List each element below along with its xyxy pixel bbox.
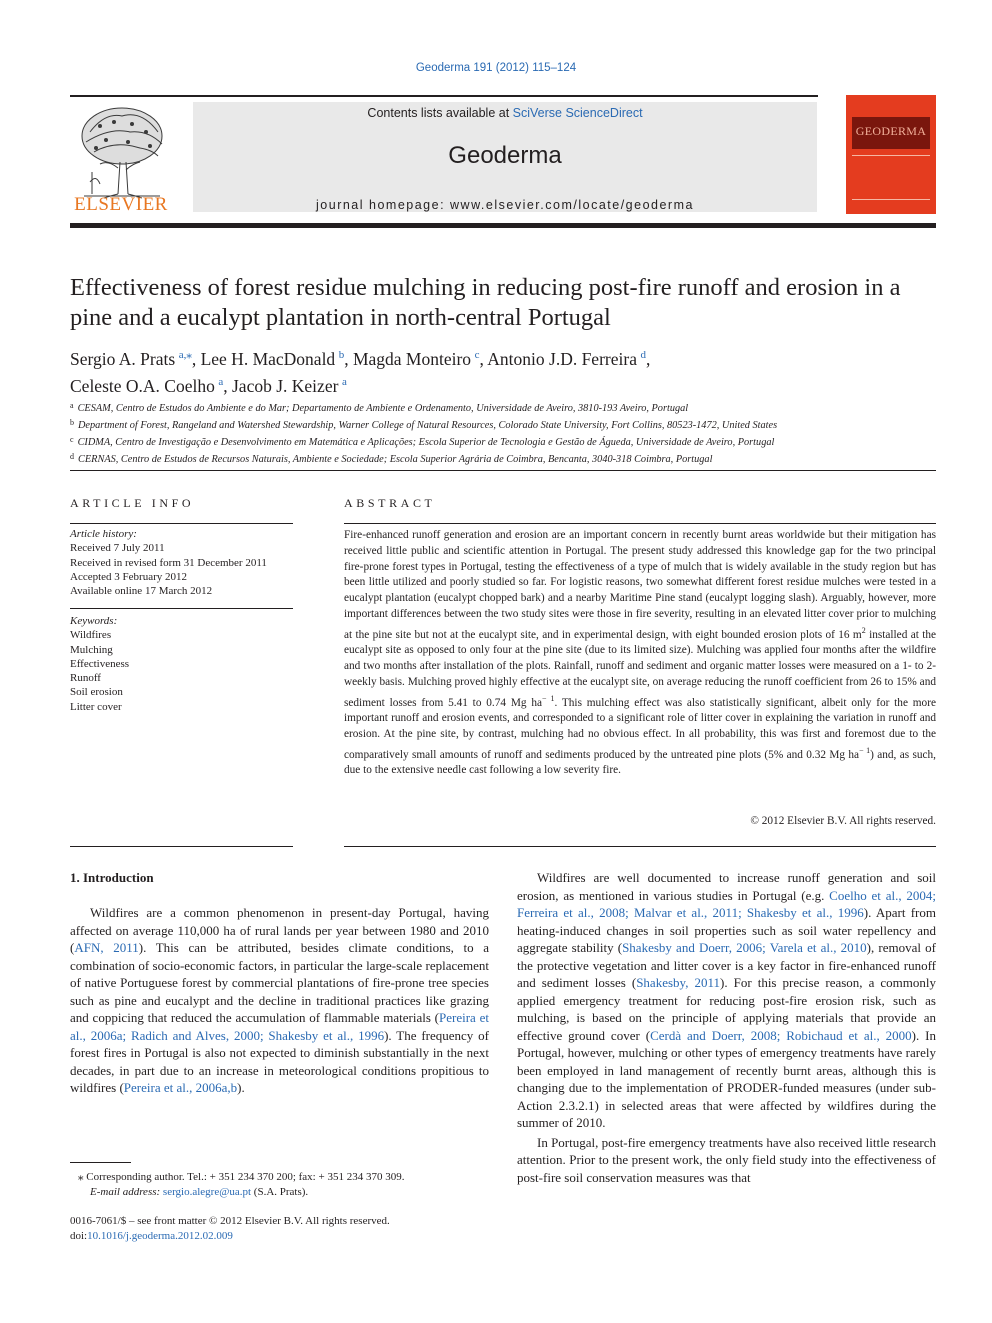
cover-line [852,155,930,156]
history-item: Available online 17 March 2012 [70,585,213,598]
author-affiliation-sup[interactable]: a [218,375,224,388]
copyright-notice: © 2012 Elsevier B.V. All rights reserved. [750,815,936,827]
abstract-heading: ABSTRACT [344,496,436,510]
elsevier-logo [70,102,172,214]
keywords-label: Keywords: [70,615,118,627]
footnote [70,1170,489,1200]
author-affiliation-sup[interactable]: c [474,349,480,361]
author-affiliation-sup[interactable]: d [640,349,646,361]
history-item: Accepted 3 February 2012 [70,570,187,583]
citation-link[interactable]: Pereira et al., 2006a; Radich and Alves, 2000; Shakesby et al., 1996 [70,1010,489,1043]
history-item: Received in revised form 31 December 2011 [70,556,267,569]
paragraph: Wildfires are a common phenomenon in present-day Portugal, having affected on average 110,000 ha of rural lands per year between 1980 and 2010 (AFN, 2011). This can be attributed, besides climate conditions, to a combination of socio-economic factors, in particular the large-scale replacement of native Portuguese forest by commercial plantations of fire-prone tree species such as pine and eucalypt and the decline in traditional practices like grazing and coppicing that reduced the accumulation of flammable materials (Pereira et al., 2006a; Radich and Alves, 2000; Shakesby et al., 1996). The frequency of forest fires in Portugal is also not expected to diminish substantially in the next decades, in part due to an increase in meteorological conditions propitious to wildfires (Pereira et al., 2006a,b). [70,905,490,1095]
body-column-right [517,869,936,1186]
author-affiliation-sup[interactable]: a,⁎ [178,349,192,361]
divider [344,846,936,847]
paragraph: Wildfires are well documented to increase runoff generation and soil erosion, as mentioned in various studies in Portugal (e.g. Coelho et al., 2004; Ferreira et al., 2008; Malvar et al., 2011; Shakesby et al., 1996). Apart from heating-induced changes in soil properties such as soil water repellency and aggregate stability (Shakesby and Doerr, 2006; Varela et al., 2010), removal of the protective vegetation and litter cover is a key factor in fire-enhanced runoff and sediment losses (Shakesby, 2011). For this precise reason, a commonly applied emergency treatment for reducing post-fire erosion risk, such as mulching, is based on the principle of applying materials that provide an effective ground cover (Cerdà and Doerr, 2008; Robichaud et al., 2000). In Portugal, however, mulching or other types of emergency treatments have rarely been employed in land management of recently burnt areas, although this is changing due to the implementation of PRODER-funded measures (under sub-Action 2.3.2.1) in selected areas that were affected by wildfires during the summer of 2010. [517,870,936,1130]
journal-name: Geoderma [448,142,562,169]
masthead-bottom-rule [70,223,936,228]
contents-line [193,106,817,120]
citation-link[interactable]: Coelho et al., 2004; Ferreira et al., 2008; Malvar et al., 2011; Shakesby et al., 1996 [517,887,936,920]
cover-line [852,199,930,200]
article-history [70,527,295,598]
masthead-top-rule [70,95,818,97]
introduction-heading: 1. Introduction [70,870,154,885]
affiliation: $^c$ CIDMA, Centro de Investigação e Desenvolvimento em Matemática e Aplicações; Escola Superior de Tecnologia e Gestão de Águeda, Universidade de Aveiro, Portugal [70,435,775,448]
divider [70,523,293,524]
doi-line: doi:10.1016/j.geoderma.2012.02.009 [70,1230,233,1242]
history-item: Received 7 July 2011 [70,542,165,555]
author-affiliation-sup[interactable]: a [341,375,347,388]
keyword: Runoff [70,672,101,685]
author-affiliation-sup[interactable]: b [338,349,345,361]
divider [70,608,293,609]
contents-prefix: Contents lists available at [367,106,513,120]
author-list: Sergio A. Prats $^{a,⁎}$, Lee H. MacDonald $^b$, Magda Monteiro $^c$, Antonio J.D. Ferreira $^d$, Celeste O.A. Coelho $^a$, Jacob J. Keizer $^a$ [70,348,651,396]
article-info-heading: ARTICLE INFO [70,496,195,510]
keyword: Litter cover [70,700,122,713]
citation-link[interactable]: Cerdà and Doerr, 2008; Robichaud et al., 2000 [650,1027,912,1043]
citation-link[interactable]: Pereira et al., 2006a,b [123,1080,238,1095]
article-title: Effectiveness of forest residue mulching in reducing post-fire runoff and erosion in a pine and a eucalypt plantation in north-central Portugal [70,274,901,331]
paragraph: In Portugal, post-fire emergency treatments have also received little research attention. Prior to the present work, the only field study into the effectiveness of post-fire soil conservation measures was that [517,1134,936,1185]
keyword: Effectiveness [70,657,130,670]
cover-title-band [852,117,930,149]
affiliation-list [70,399,940,467]
journal-cover-thumbnail[interactable] [846,95,936,214]
email-line: E-mail address: sergio.alegre@ua.pt (S.A. Prats). [90,1186,309,1198]
doi-link[interactable]: 10.1016/j.geoderma.2012.02.009 [87,1230,233,1242]
body-column-left [70,904,489,1097]
corresponding-author-note: ⁎ Corresponding author. Tel.: + 351 234 370 200; fax: + 351 234 370 309. [78,1171,405,1183]
affiliation: $^d$ CERNAS, Centro de Estudos de Recursos Naturais, Ambiente e Sociedade; Escola Superior Agrária de Coimbra, Bencanta, 3040-318 Coimbra, Portugal [70,452,713,465]
citation-link[interactable]: AFN, 2011 [74,940,139,955]
divider [70,470,936,471]
author: Magda Monteiro [352,348,472,369]
author: Jacob J. Keizer [232,375,339,396]
citation-link[interactable]: Shakesby, 2011 [636,975,720,990]
keyword-list [70,614,295,714]
author: Sergio A. Prats [70,348,176,369]
cover-title: GEODERMA [855,124,927,138]
author: Antonio J.D. Ferreira [487,348,637,369]
issn-line: 0016-7061/$ – see front matter © 2012 Elsevier B.V. All rights reserved. [70,1215,390,1227]
affiliation: $^a$ CESAM, Centro de Estudos do Ambiente e do Mar; Departamento de Ambiente e Ordenamento, Universidade de Aveiro, 3810-193 Aveiro, Portugal [70,401,689,414]
front-matter [70,1214,489,1244]
email-link[interactable]: sergio.alegre@ua.pt [162,1186,252,1198]
divider [70,846,293,847]
history-label: Article history: [70,528,137,540]
author: Celeste O.A. Coelho [70,375,215,396]
citation-link[interactable]: Shakesby and Doerr, 2006; Varela et al., 2010 [622,940,867,955]
abstract-text: Fire-enhanced runoff generation and erosion are an important concern in recently burnt areas worldwide but their mitigation has received little public and scientific attention in Portugal. The present study addressed this knowledge gap for the two principal fire-prone forest types in Portugal, testing the effectiveness of a type of mulch that is widely available in the study region but has been little utilized and poorly studied so far. For logistic reasons, two somewhat different forest residue mulches were tested in a eucalypt plantation (eucalypt chopped bark) and a nearby Maritime Pine stand (eucalypt logging slash). Arguably, however, more important differences between the two study sites were those in fire severity, resulting in an elevated litter cover prior to mulching at the pine site but not at the eucalypt site, and in experimental design, with eight bounded erosion plots of 16 $m^2$ installed at the eucalypt site as opposed to only four at the pine site (due to its limited size). Mulching was applied four months after the wildfire and two months after installation of the plots. Rainfall, runoff and sediment and organic matter losses were measured on a 1- to 2-weekly basis. Mulching proved highly effective at the eucalypt site, on average reducing the runoff coefficient from 26 to 15% and sediment losses from 5.41 to 0.74 Mg $ha^{- 1}$. This mulching effect was also statistically significant, albeit only for the more important runoff and erosion events, and corresponded to a significant role of litter cover in explaining the variation in runoff and erosion. At the pine site, by contrast, mulching had no obvious effect. In all probability, this was first and foremost due to the comparatively small amounts of runoff and sediments produced by the untreated pine plots (5% and 0.32 Mg $ha^{- 1}$) and, as such, due to the extensive needle cast following a low severity fire. [344,529,937,777]
sciencedirect-link[interactable]: SciVerse ScienceDirect [512,106,643,120]
keyword: Mulching [70,643,113,656]
keyword: Wildfires [70,629,112,642]
divider [344,523,936,524]
keyword: Soil erosion [70,686,123,699]
journal-homepage[interactable]: journal homepage: www.elsevier.com/locate/geoderma [316,198,694,212]
affiliation: $^b$ Department of Forest, Rangeland and Watershed Stewardship, Warner College of Natural Resources, Colorado State University, Fort Collins, 80523-1472, United States [70,418,778,431]
author: Lee H. MacDonald [200,348,336,369]
footnote-rule [70,1162,131,1163]
elsevier-wordmark: ELSEVIER [74,194,168,215]
journal-reference[interactable]: Geoderma 191 (2012) 115–124 [415,62,577,74]
